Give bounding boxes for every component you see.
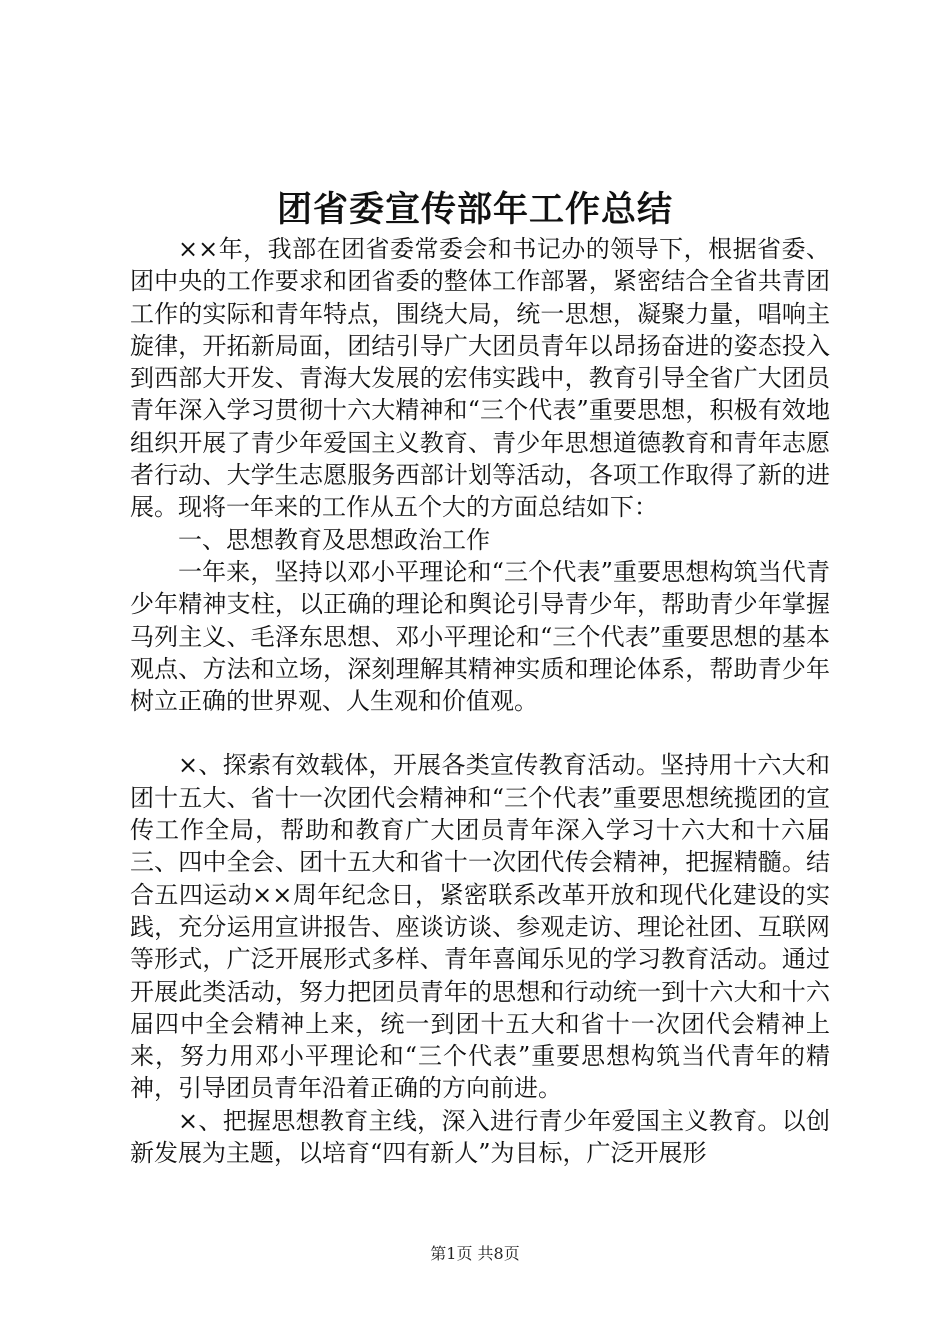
page-number: 第1页 共8页 <box>430 1244 520 1263</box>
item-paragraph-2: ×、把握思想教育主线，深入进行青少年爱国主义教育。以创新发展为主题，以培育“四有新人”为目标，广泛开展形 <box>130 1106 830 1168</box>
item-paragraph-1: ×、探索有效载体，开展各类宣传教育活动。坚持用十六大和团十五大、省十一次团代会精神和“三个代表”重要思想统揽团的宣传工作全局，帮助和教育广大团员青年深入学习十六大和十六届三、四中全会、团十五大和省十一次团代传会精神，把握精髓。结合五四运动××周年纪念日，紧密联系改革开放和现代化建设的实践，充分运用宣讲报告、座谈访谈、参观走访、理论社团、互联网等形式，广泛开展形式多样、青年喜闻乐见的学习教育活动。通过开展此类活动，努力把团员青年的思想和行动统一到十六大和十六届四中全会精神上来，统一到团十五大和省十一次团代会精神上来，努力用邓小平理论和“三个代表”重要思想构筑当代青年的精神，引导团员青年沿着正确的方向前进。 <box>130 751 830 1103</box>
section-paragraph: 一年来，坚持以邓小平理论和“三个代表”重要思想构筑当代青少年精神支柱，以正确的理论和舆论引导青少年，帮助青少年掌握马列主义、毛泽东思想、邓小平理论和“三个代表”重要思想的基本观点、方法和立场，深刻理解其精神实质和理论体系，帮助青少年树立正确的世界观、人生观和价值观。 <box>130 557 830 716</box>
section-heading: 一、思想教育及思想政治工作 <box>178 525 490 554</box>
document-body <box>130 233 830 1169</box>
document-title: 团省委宣传部年工作总结 <box>276 189 673 230</box>
paragraph-spacer <box>130 717 830 749</box>
intro-paragraph: ××年，我部在团省委常委会和书记办的领导下，根据省委、团中央的工作要求和团省委的整体工作部署，紧密结合全省共青团工作的实际和青年特点，围绕大局，统一思想，凝聚力量，唱响主旋律，开拓新局面，团结引导广大团员青年以昂扬奋进的姿态投入到西部大开发、青海大发展的宏伟实践中，教育引导全省广大团员青年深入学习贯彻十六大精神和“三个代表”重要思想，积极有效地组织开展了青少年爱国主义教育、青少年思想道德教育和青年志愿者行动、大学生志愿服务西部计划等活动，各项工作取得了新的进展。现将一年来的工作从五个大的方面总结如下： <box>130 235 830 522</box>
